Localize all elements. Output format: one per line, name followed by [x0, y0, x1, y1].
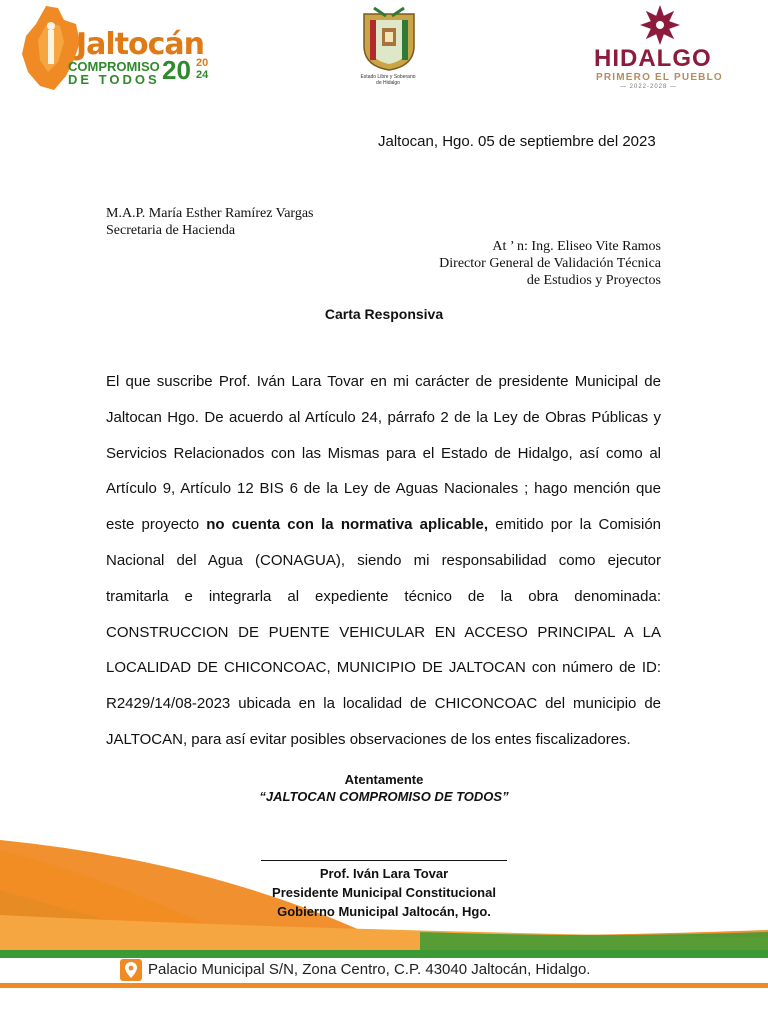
location-pin-icon — [120, 959, 142, 981]
closing-slogan: “JALTOCAN COMPROMISO DE TODOS” — [259, 789, 509, 804]
flower-emblem-icon — [638, 4, 682, 46]
attention-block — [439, 238, 661, 289]
letter-title: Carta Responsiva — [324, 306, 444, 322]
hidalgo-government-logo — [584, 2, 744, 94]
footer-decoration — [0, 820, 768, 1024]
body-bold-text: no cuenta con la normativa aplicable, — [206, 516, 489, 534]
logo-year-top: 20 — [196, 57, 209, 69]
jaltocan-logo — [18, 2, 218, 94]
hidalgo-state-seal — [348, 6, 428, 92]
coat-of-arms-icon — [358, 6, 420, 72]
recipient-name: M.A.P. María Esther Ramírez Vargas — [106, 206, 314, 221]
logo-subtitle: PRIMERO EL PUEBLO — [596, 72, 723, 83]
body-part1: El que suscribe Prof. Iván Lara Tovar en mi carácter de presidente Municipal de Jaltocan Hgo. De acuerdo al Artículo 24, párrafo 2 de la Ley de Obras Públicas y Servicios Relacionados con las Mismas para el Estado de Hidalgo, así como al Artículo 9, Artículo 12 BIS 6 de la Ley de Aguas Nacionales ; hago mención que este proyecto — [106, 373, 661, 534]
signature-block — [0, 864, 768, 921]
letter-body — [106, 364, 661, 758]
logo-title: HIDALGO — [594, 45, 712, 72]
attention-line1: At ’ n: Ing. Eliseo Vite Ramos — [492, 239, 661, 254]
closing-block — [0, 771, 768, 805]
seal-caption-line1: Estado Libre y Soberano — [360, 74, 416, 80]
logo-year-big: 20 — [162, 55, 191, 85]
logo-brand-text: Jaltocán — [76, 27, 205, 62]
body-part2: emitido por la Comisión Nacional del Agua (CONAGUA), siendo mi responsabilidad como ejecutor tramitarla e integrarla al expediente técnico de la obra denominada: CONSTRUCCION DE PUENTE VEHICULAR EN ACCESO PRINCIPAL A LA LOCALIDAD DE CHICONCOAC, MUNICIPIO DE JALTOCAN con número de ID: R2429/14/08-2023 ubicada en la localidad de CHICONCOAC del municipio de JALTOCAN, para así evitar posibles observaciones de los entes fiscalizadores. — [106, 516, 662, 748]
seal-caption — [348, 74, 428, 86]
signature-line — [261, 860, 507, 861]
logo-line2: DE TODOS — [68, 72, 160, 87]
letter-date: Jaltocan, Hgo. 05 de septiembre del 2023 — [378, 133, 656, 150]
recipient-block — [106, 205, 314, 239]
closing-line: Atentamente — [344, 772, 424, 787]
logo-line1: COMPROMISO — [68, 59, 160, 74]
seal-caption-line2: de Hidalgo — [376, 80, 400, 86]
footer-address: Palacio Municipal S/N, Zona Centro, C.P. 43040 Jaltocán, Hidalgo. — [148, 961, 591, 978]
attention-line2: Director General de Validación Técnica — [439, 256, 661, 271]
logo-years: — 2022-2028 — — [620, 84, 678, 90]
signer-office: Gobierno Municipal Jaltocán, Hgo. — [277, 904, 491, 919]
signer-position: Presidente Municipal Constitucional — [272, 885, 496, 900]
recipient-position: Secretaria de Hacienda — [106, 223, 236, 238]
attention-line3: de Estudios y Proyectos — [526, 273, 661, 288]
signer-name: Prof. Iván Lara Tovar — [319, 866, 449, 881]
logo-year-bottom: 24 — [196, 69, 209, 81]
